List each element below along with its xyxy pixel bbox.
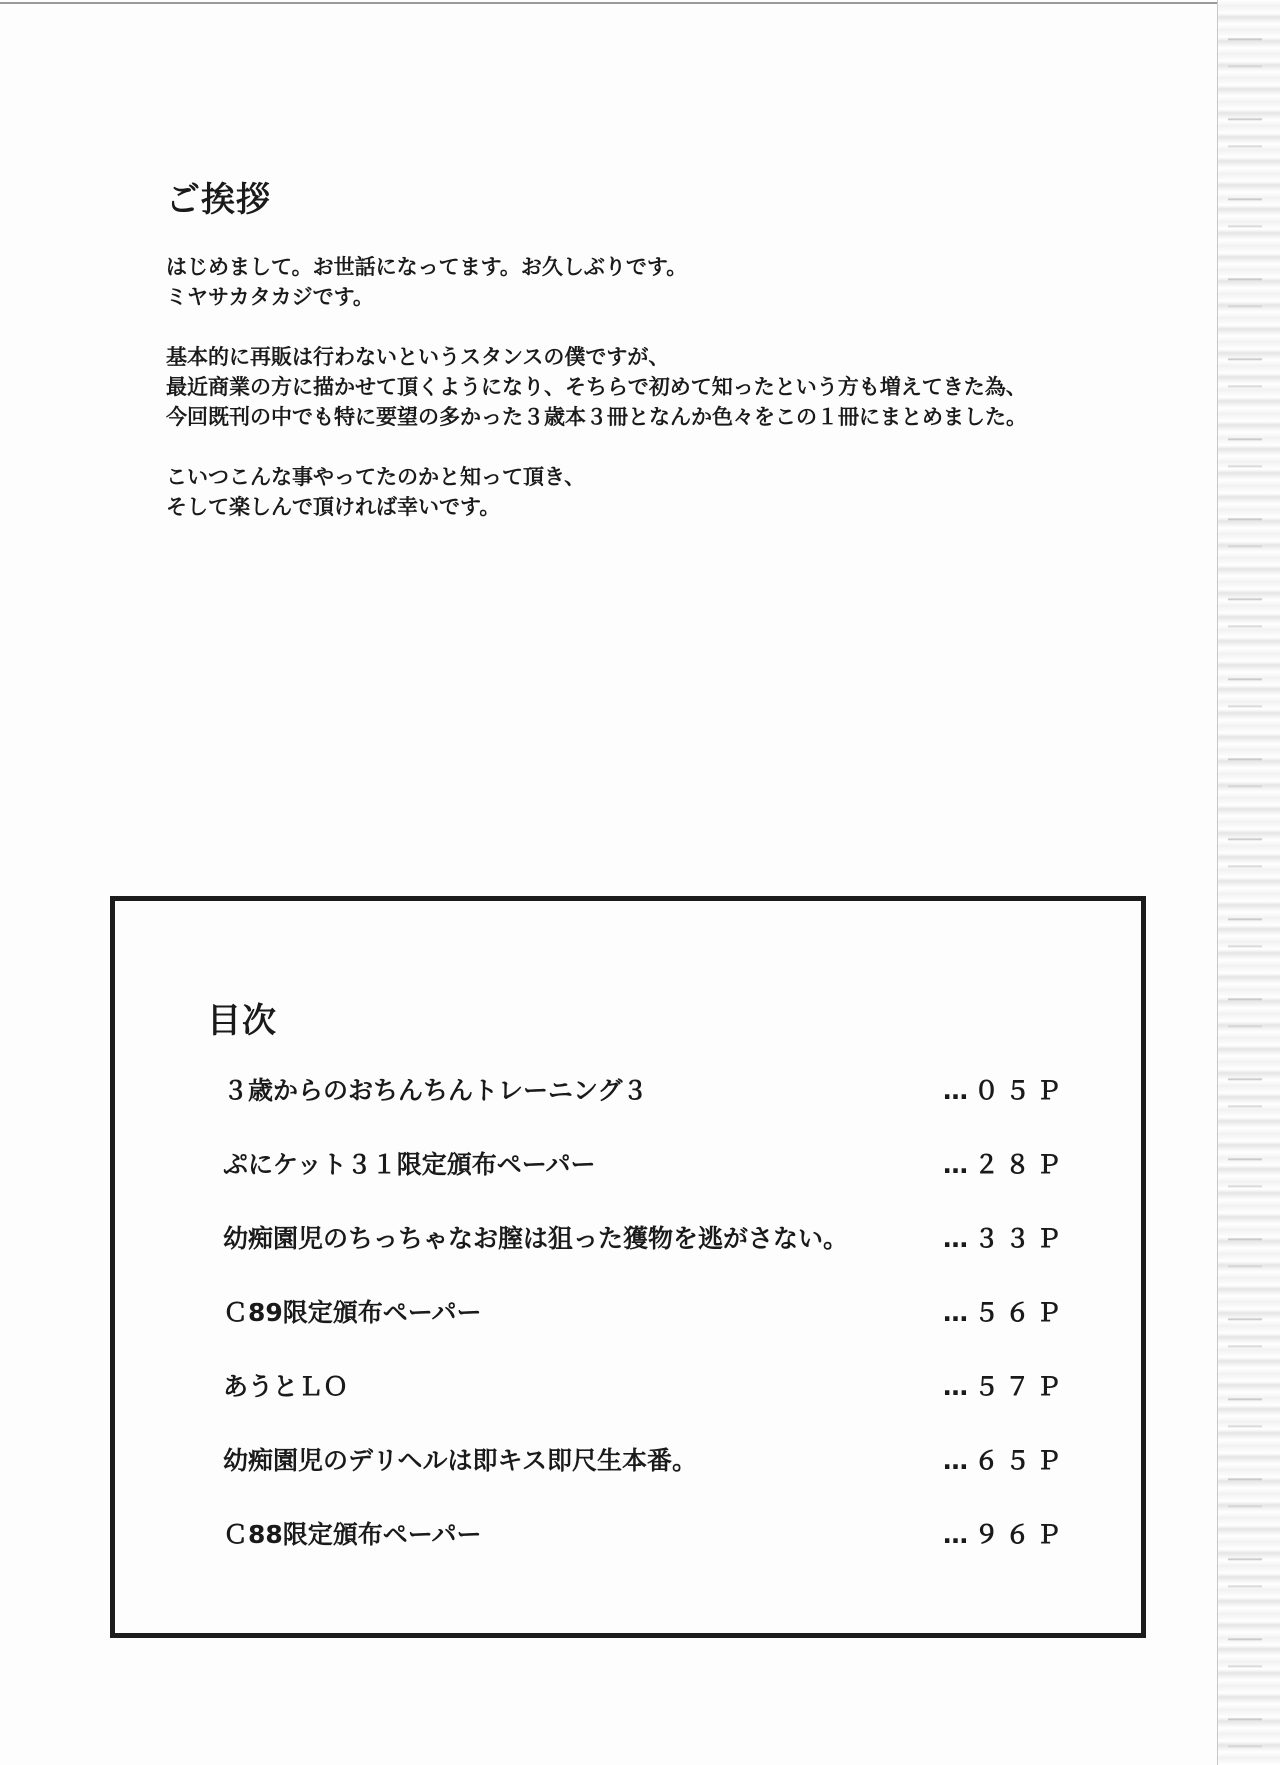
toc-item-page: …２８Ｐ	[943, 1150, 1068, 1179]
greeting-line: こいつこんな事やってたのかと知って頂き、	[166, 465, 586, 489]
toc-title: 目次	[207, 1001, 277, 1041]
toc-list	[223, 1071, 1083, 1589]
toc-item-label: ３歳からのおちんちんトレーニング３	[223, 1076, 648, 1105]
toc-item-page: …５６Ｐ	[943, 1298, 1068, 1327]
toc-item-label: 幼痴園児のちっちゃなお膣は狙った獲物を逃がさない。	[223, 1224, 849, 1253]
toc-item	[223, 1293, 1083, 1367]
toc-item	[223, 1145, 1083, 1219]
toc-item	[223, 1071, 1083, 1145]
toc-item-page: …９６Ｐ	[943, 1520, 1068, 1549]
toc-item-page: …０５Ｐ	[943, 1076, 1068, 1105]
toc-item-label: Ｃ88限定頒布ペーパー	[223, 1520, 482, 1549]
greeting-line: 最近商業の方に描かせて頂くようになり、そちらで初めて知ったという方も増えてきた為、	[166, 375, 1027, 399]
toc-item-page: …６５Ｐ	[943, 1446, 1068, 1475]
toc-item	[223, 1441, 1083, 1515]
toc-item-label: あうとＬＯ	[223, 1372, 349, 1401]
page-edge-texture	[1228, 10, 1262, 1755]
toc-item-label: 幼痴園児のデリヘルは即キス即尺生本番。	[223, 1446, 698, 1475]
toc-item	[223, 1515, 1083, 1589]
greeting-line: ミヤサカタカジです。	[166, 285, 374, 309]
toc-item-page: …５７Ｐ	[943, 1372, 1068, 1401]
toc-item	[223, 1367, 1083, 1441]
greeting-line: 今回既刊の中でも特に要望の多かった３歳本３冊となんか色々をこの１冊にまとめました。	[166, 405, 1027, 429]
greeting-title: ご挨拶	[166, 180, 271, 220]
greeting-paragraph	[166, 342, 1066, 432]
greeting-line: はじめまして。お世話になってます。お久しぶりです。	[166, 255, 688, 279]
toc-item-label: ぷにケット３１限定頒布ペーパー	[223, 1150, 596, 1179]
greeting-body	[166, 252, 1066, 552]
toc-item-page: …３３Ｐ	[943, 1224, 1068, 1253]
greeting-paragraph	[166, 252, 1066, 312]
toc-item-label: Ｃ89限定頒布ペーパー	[223, 1298, 482, 1327]
greeting-line: そして楽しんで頂ければ幸いです。	[166, 495, 501, 519]
greeting-line: 基本的に再販は行わないというスタンスの僕ですが、	[166, 345, 670, 369]
greeting-paragraph	[166, 462, 1066, 522]
page-right-edge	[1217, 0, 1280, 1765]
page-top-edge	[0, 2, 1240, 4]
toc-item	[223, 1219, 1083, 1293]
table-of-contents-box	[110, 896, 1146, 1638]
